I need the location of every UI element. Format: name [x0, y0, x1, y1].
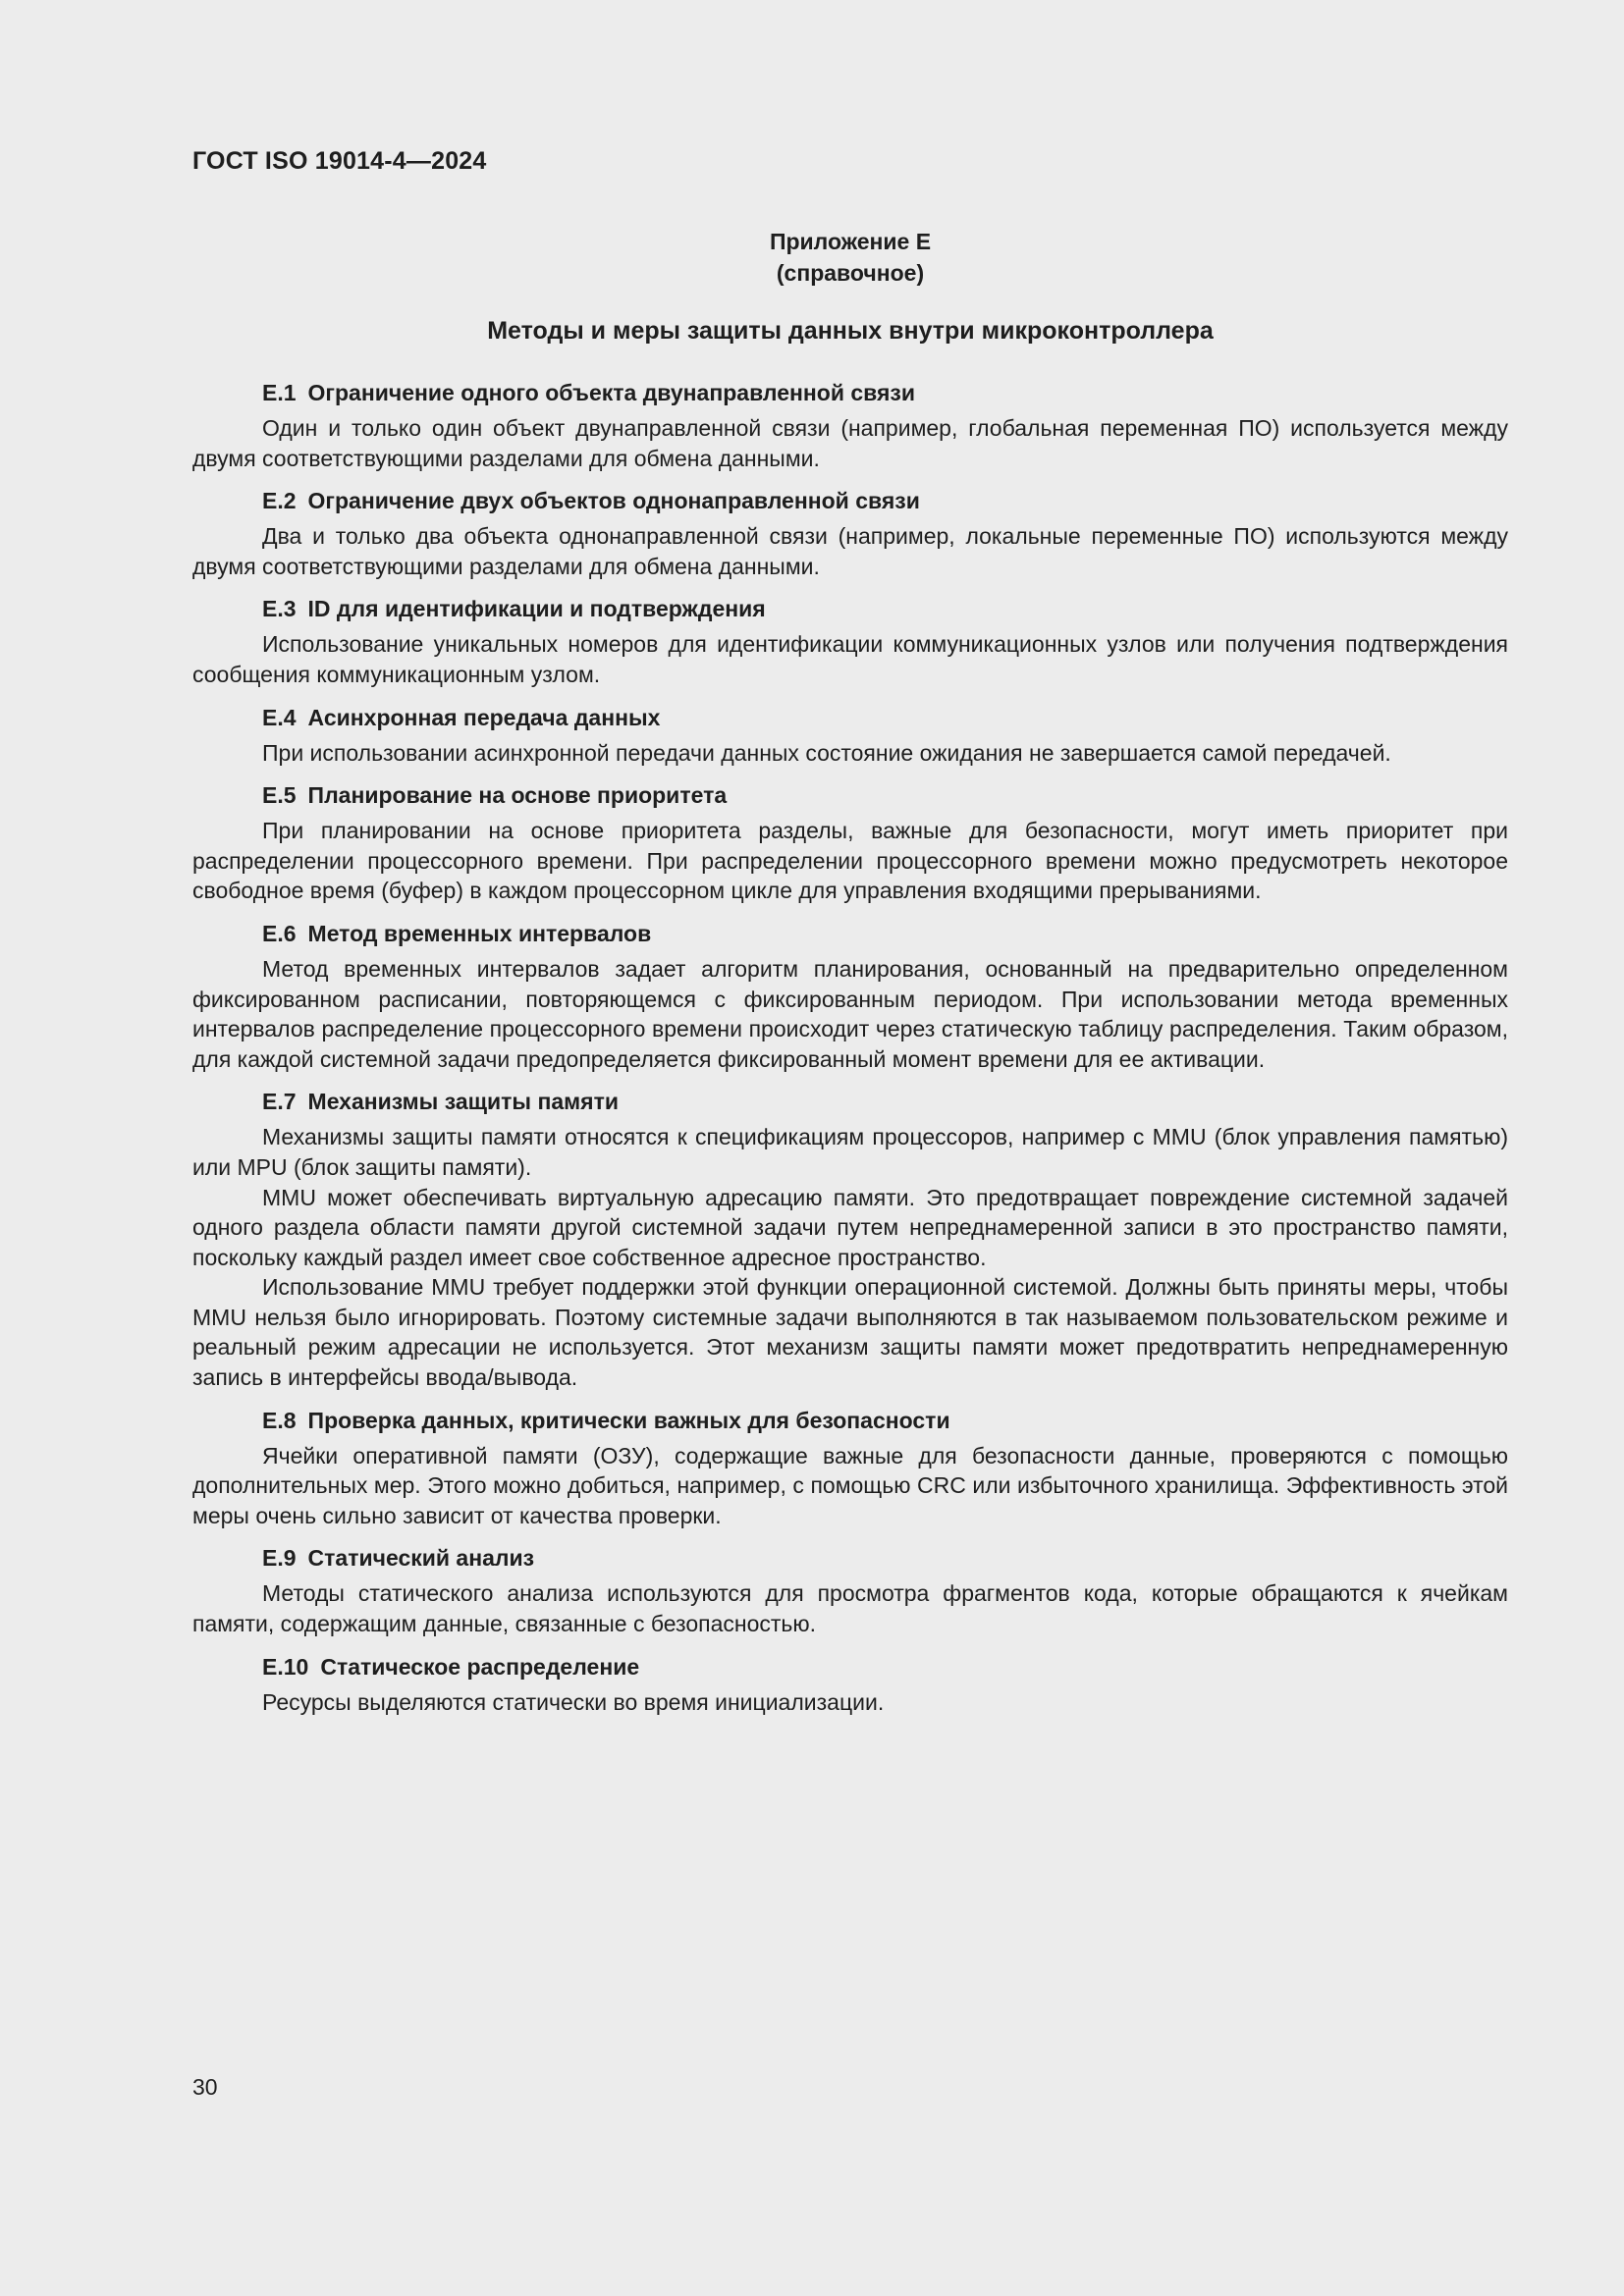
section-number: Е.4	[262, 704, 297, 730]
section-title: Планирование на основе приоритета	[307, 782, 728, 809]
section-number: Е.5	[262, 782, 297, 809]
section-title: ID для идентификации и подтверждения	[307, 596, 766, 622]
section-paragraph: Методы статического анализа используются для просмотра фрагментов кода, которые обращаются к ячейкам памяти, содержащим данные, связанные с безопасностью.	[192, 1580, 1508, 1637]
standard-header: ГОСТ ISO 19014-4—2024	[192, 147, 487, 175]
section-paragraph: При планировании на основе приоритета разделы, важные для безопасности, могут иметь приоритет при распределении процессорного времени. При распределении процессорного времени можно предусмотреть некоторое свободное время (буфер) в каждом процессорном цикле для управления входящими прерываниями.	[192, 818, 1508, 904]
section-paragraph: Ресурсы выделяются статически во время инициализации.	[262, 1688, 885, 1715]
section-heading	[192, 1087, 1508, 1116]
section	[192, 1652, 1508, 1718]
section-paragraph: Один и только один объект двунаправленной связи (например, глобальная переменная ПО) используется между двумя соответствующими разделами для обмена данными.	[192, 415, 1508, 471]
section	[192, 378, 1508, 473]
section	[192, 919, 1508, 1074]
section-number: Е.7	[262, 1089, 297, 1115]
section-paragraph: Использование MMU требует поддержки этой функции операционной системой. Должны быть приняты меры, чтобы MMU нельзя было игнорировать. Поэтому системные задачи выполняются в так называемом пользовательском режиме и реальный режим адресации не используется. Этот механизм защиты памяти может предотвратить непреднамеренную запись в интерфейсы ввода/вывода.	[192, 1274, 1508, 1391]
section-title: Ограничение двух объектов однонаправленной связи	[307, 488, 920, 514]
document-body	[192, 378, 1508, 1730]
section-paragraph: Два и только два объекта однонаправленной связи (например, локальные переменные ПО) используются между двумя соответствующими разделами для обмена данными.	[192, 523, 1508, 579]
section-number: Е.8	[262, 1407, 297, 1433]
section-heading	[192, 703, 1508, 732]
section-number: Е.1	[262, 380, 297, 405]
section-heading	[192, 919, 1508, 948]
section-heading	[192, 1652, 1508, 1682]
section-title: Ограничение одного объекта двунаправленной связи	[307, 380, 915, 405]
section	[192, 1087, 1508, 1392]
section-paragraph: Метод временных интервалов задает алгоритм планирования, основанный на предварительно определенном фиксированном расписании, повторяющемся с фиксированным периодом. При использовании метода временных интервалов распределение процессорного времени происходит через статическую таблицу распределения. Таким образом, для каждой системной задачи предопределяется фиксированный момент времени для ее активации.	[192, 955, 1508, 1072]
section-number: Е.10	[262, 1653, 309, 1680]
section-title: Проверка данных, критически важных для безопасности	[307, 1407, 950, 1433]
section	[192, 703, 1508, 769]
section-heading	[192, 780, 1508, 810]
section-title: Метод временных интервалов	[307, 920, 652, 946]
section-paragraph: При использовании асинхронной передачи данных состояние ожидания не завершается самой передачей.	[262, 739, 1391, 766]
section	[192, 780, 1508, 906]
page-number: 30	[192, 2074, 218, 2100]
section	[192, 1543, 1508, 1638]
section-heading	[192, 1543, 1508, 1573]
section	[192, 1406, 1508, 1531]
section-title: Асинхронная передача данных	[307, 704, 661, 730]
section-heading	[192, 1406, 1508, 1435]
section-heading	[192, 378, 1508, 407]
section-number: Е.2	[262, 488, 297, 514]
section-number: Е.9	[262, 1545, 297, 1572]
annex-label: Приложение Е	[769, 229, 932, 254]
section-paragraph: MMU может обеспечивать виртуальную адресацию памяти. Это предотвращает повреждение системной задачей одного раздела области памяти другой системной задачи путем непреднамеренной записи в это пространство памяти, поскольку каждый раздел имеет свое собственное адресное пространство.	[192, 1184, 1508, 1270]
section-title: Статическое распределение	[320, 1653, 640, 1680]
section-paragraph: Использование уникальных номеров для идентификации коммуникационных узлов или получения подтверждения сообщения коммуникационным узлом.	[192, 631, 1508, 687]
annex-status: (справочное)	[776, 260, 925, 286]
section	[192, 594, 1508, 689]
section-heading	[192, 594, 1508, 623]
section-paragraph: Механизмы защиты памяти относятся к спецификациям процессоров, например с MMU (блок управления памятью) или MPU (блок защиты памяти).	[192, 1124, 1508, 1180]
annex-title: Методы и меры защиты данных внутри микроконтроллера	[487, 317, 1214, 345]
section-paragraph: Ячейки оперативной памяти (ОЗУ), содержащие важные для безопасности данные, проверяются с помощью дополнительных мер. Этого можно добиться, например, с помощью CRC или избыточного хранилища. Эффективность этой меры очень сильно зависит от качества проверки.	[192, 1442, 1508, 1528]
section-number: Е.6	[262, 920, 297, 946]
annex-heading	[192, 226, 1508, 289]
section-title: Статический анализ	[307, 1545, 535, 1572]
section-title: Механизмы защиты памяти	[307, 1089, 619, 1115]
section-number: Е.3	[262, 596, 297, 622]
section	[192, 486, 1508, 581]
section-heading	[192, 486, 1508, 515]
